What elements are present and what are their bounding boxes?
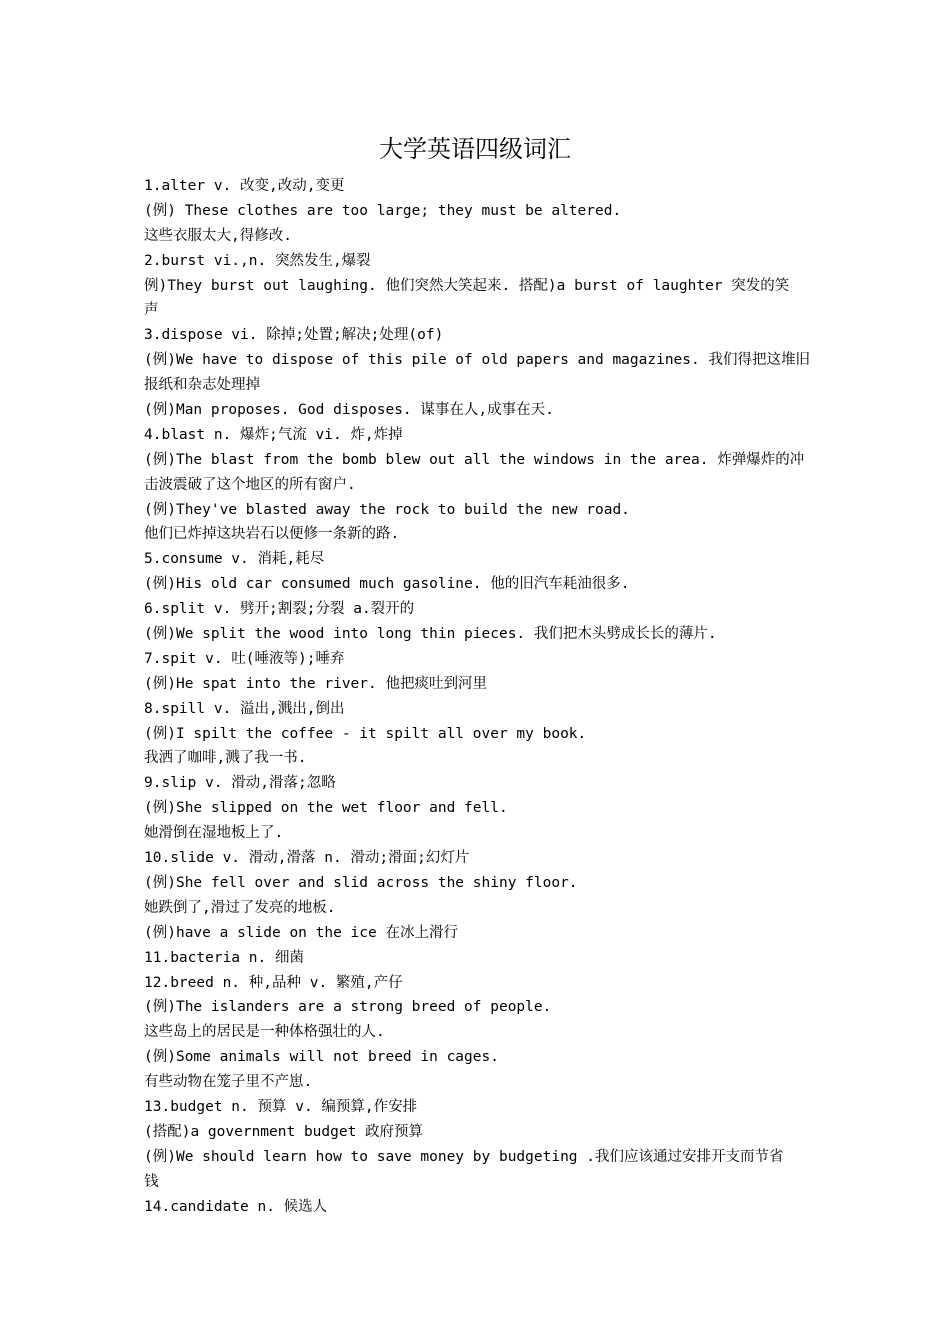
text-line: 她跌倒了,滑过了发亮的地板. [144, 899, 336, 916]
text-line: (例)His old car consumed much gasoline. 他的旧汽车耗油很多. [144, 576, 630, 593]
page-title: 大学英语四级词汇 [379, 135, 571, 163]
text-line: 12.breed n. 种,品种 v. 繁殖,产仔 [144, 974, 403, 991]
text-line: (例)We should learn how to save money by budgeting .我们应该通过安排开支而节省 [144, 1148, 784, 1165]
text-line: (例)She slipped on the wet floor and fell. [144, 800, 508, 817]
text-line: 6.split v. 劈开;割裂;分裂 a.裂开的 [144, 601, 415, 618]
text-line: (例)Some animals will not breed in cages. [144, 1049, 499, 1066]
text-line: 7.spit v. 吐(唾液等);唾弃 [144, 650, 345, 667]
text-line: 例)They burst out laughing. 他们突然大笑起来. 搭配)a burst of laughter 突发的笑 [144, 277, 790, 294]
text-line: 击波震破了这个地区的所有窗户. [144, 476, 356, 493]
text-line: 1.alter v. 改变,改动,变更 [144, 178, 345, 194]
text-line: (例)We have to dispose of this pile of old papers and magazines. 我们得把这堆旧 [144, 352, 810, 369]
text-line: 3.dispose vi. 除掉;处置;解决;处理(of) [144, 327, 444, 344]
text-line: 他们已炸掉这块岩石以便修一条新的路. [144, 526, 400, 543]
text-line: 11.bacteria n. 细菌 [144, 949, 304, 966]
text-line: (例)Man proposes. God disposes. 谋事在人,成事在天. [144, 402, 554, 419]
text-line: (例)We split the wood into long thin pieces. 我们把木头劈成长长的薄片. [144, 626, 717, 643]
text-line: (例)He spat into the river. 他把痰吐到河里 [144, 675, 487, 692]
text-line: (搭配)a government budget 政府预算 [144, 1123, 424, 1140]
vocabulary-list [144, 174, 810, 1219]
text-line: (例)She fell over and slid across the shiny floor. [144, 874, 578, 891]
text-line: (例) These clothes are too large; they must be altered. [144, 202, 622, 219]
text-line: 8.spill v. 溢出,溅出,倒出 [144, 700, 345, 717]
text-line: (例)I spilt the coffee - it spilt all over my book. [144, 725, 587, 742]
text-line: 钱 [144, 1173, 159, 1190]
text-line: (例)The blast from the bomb blew out all the windows in the area. 炸弹爆炸的冲 [144, 451, 805, 468]
text-line: 13.budget n. 预算 v. 编预算,作安排 [144, 1098, 418, 1115]
text-line: 这些衣服太大,得修改. [144, 227, 292, 244]
text-line: 2.burst vi.,n. 突然发生,爆裂 [144, 252, 371, 269]
text-line: 10.slide v. 滑动,滑落 n. 滑动;滑面;幻灯片 [144, 850, 470, 867]
text-line: 她滑倒在湿地板上了. [144, 825, 284, 842]
text-line: 报纸和杂志处理掉 [144, 377, 260, 394]
text-line: 5.consume v. 消耗,耗尽 [144, 551, 325, 568]
text-line: (例)have a slide on the ice 在冰上滑行 [144, 924, 458, 941]
text-line: 4.blast n. 爆炸;气流 vi. 炸,炸掉 [144, 426, 403, 443]
text-line: 9.slip v. 滑动,滑落;忽略 [144, 775, 336, 792]
text-line: (例)The islanders are a strong breed of people. [144, 999, 552, 1016]
text-line: 有些动物在笼子里不产崽. [144, 1074, 313, 1091]
text-line: (例)They've blasted away the rock to build the new road. [144, 501, 630, 518]
text-line: 我洒了咖啡,溅了我一书. [144, 750, 307, 767]
text-line: 这些岛上的居民是一种体格强壮的人. [144, 1024, 385, 1041]
text-line: 声 [144, 302, 159, 319]
text-line: 14.candidate n. 候选人 [144, 1198, 328, 1215]
